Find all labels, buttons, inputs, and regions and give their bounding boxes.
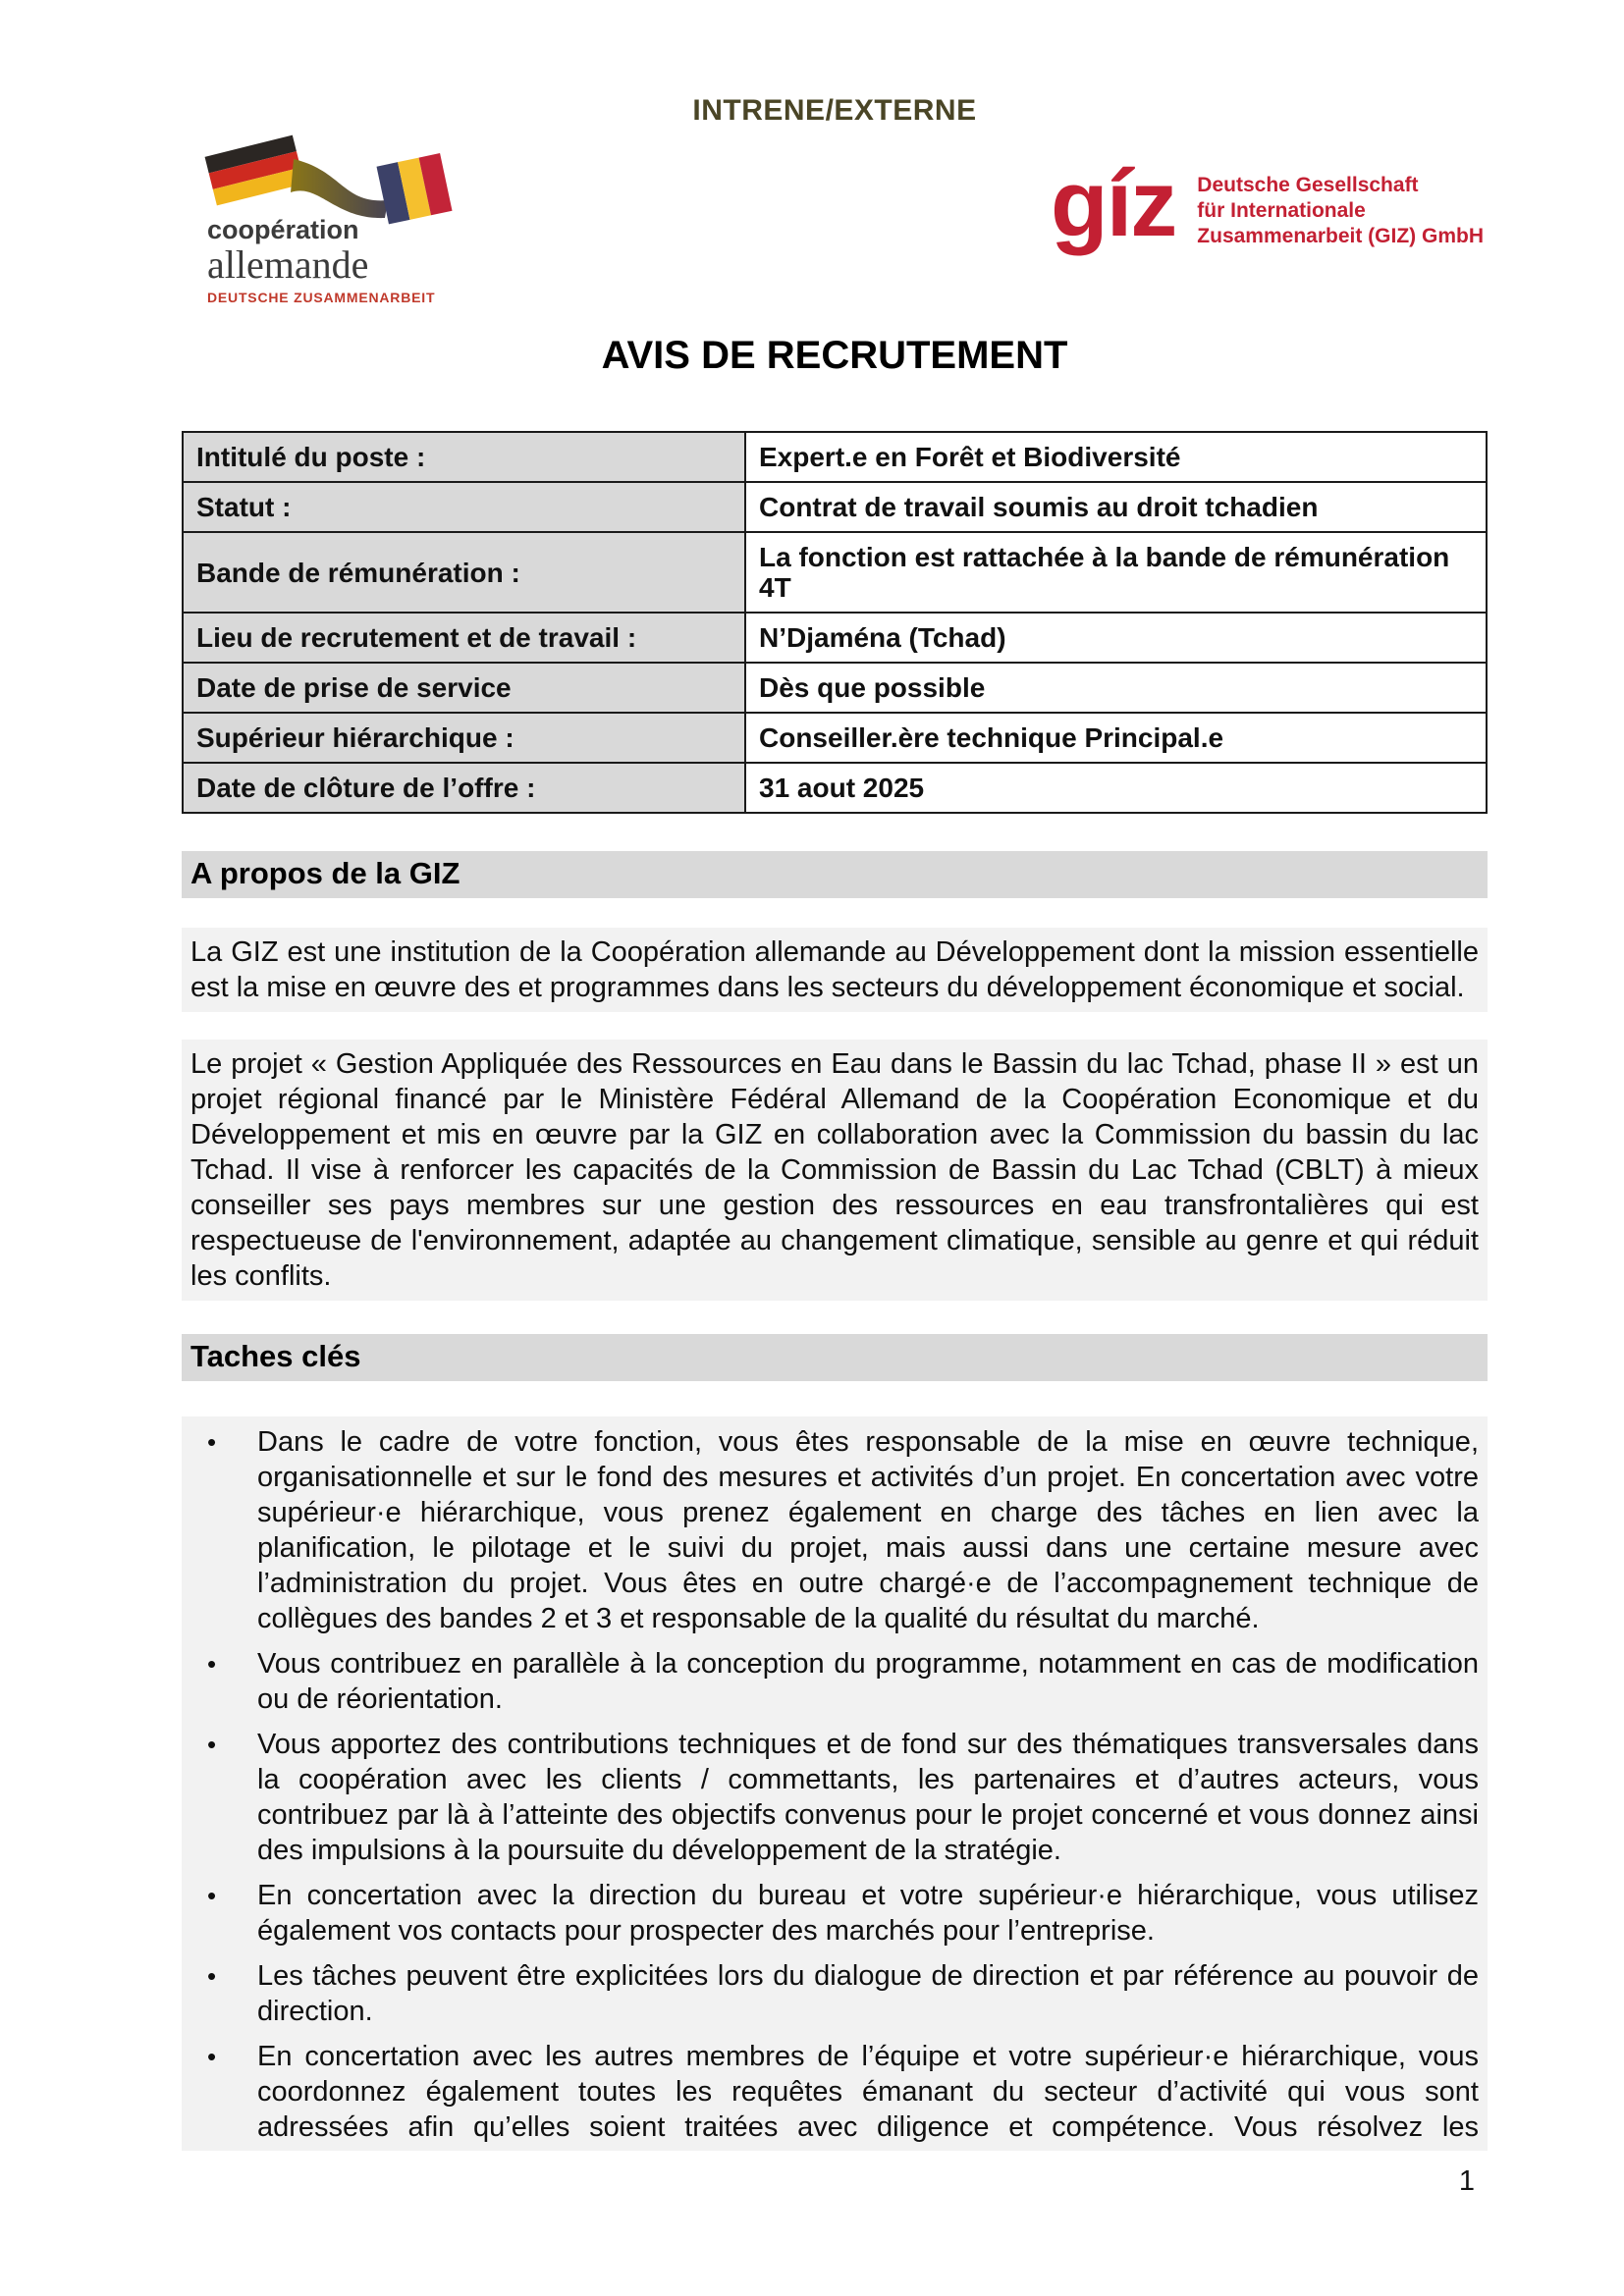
giz-tagline-line2: für Internationale	[1197, 199, 1366, 222]
task-item: • Les tâches peuvent être explicitées lors du dialogue de direction et par référence au pouvoir de direction.	[182, 1958, 1479, 2029]
coop-logo-line3: DEUTSCHE ZUSAMMENARBEIT	[207, 290, 436, 305]
giz-tagline	[1197, 173, 1484, 249]
row-label-statut: Statut :	[183, 482, 745, 532]
row-value-superieur: Conseiller.ère technique Principal.e	[745, 713, 1487, 763]
cooperation-allemande-logo	[195, 130, 490, 304]
row-value-statut: Contrat de travail soumis au droit tchadien	[745, 482, 1487, 532]
giz-logo	[1050, 151, 1484, 256]
row-value-bande: La fonction est rattachée à la bande de rémunération 4T	[745, 532, 1487, 613]
coop-logo-line2: allemande	[207, 242, 369, 287]
table-row	[183, 432, 1487, 482]
row-value-lieu: N’Djaména (Tchad)	[745, 613, 1487, 663]
row-label-bande: Bande de rémunération :	[183, 532, 745, 613]
section-heading-tasks: Taches clés	[182, 1334, 1488, 1381]
row-value-cloture: 31 aout 2025	[745, 763, 1487, 813]
table-row	[183, 482, 1487, 532]
giz-tagline-line1: Deutsche Gesellschaft	[1197, 174, 1419, 196]
tasks-list	[182, 1416, 1488, 2151]
classification-label: INTRENE/EXTERNE	[692, 94, 977, 127]
coop-logo-line1: coopération	[207, 215, 359, 244]
page-number: 1	[1458, 2165, 1475, 2197]
row-value-intitule: Expert.e en Forêt et Biodiversité	[745, 432, 1487, 482]
task-item: • Dans le cadre de votre fonction, vous êtes responsable de la mise en œuvre technique, organisationnelle et sur le fond des mesures et activités d’un projet. En concertation avec votre supérieur·e hiérarchique, vous prenez également en charge des tâches en lien avec la planification, le pilotage et le suivi du projet, mais aussi dans une certaine mesure avec l’administration du projet. Vous êtes en outre chargé·e de l’accompagnement technique de collègues des bandes 2 et 3 et responsable de la qualité du résultat du marché.	[182, 1424, 1479, 1636]
table-row	[183, 532, 1487, 613]
giz-wordmark: gíz	[1050, 151, 1176, 256]
table-row	[183, 763, 1487, 813]
task-item: • Vous contribuez en parallèle à la conception du programme, notamment en cas de modification ou de réorientation.	[182, 1646, 1479, 1717]
row-label-cloture: Date de clôture de l’offre :	[183, 763, 745, 813]
about-paragraph-2: Le projet « Gestion Appliquée des Ressources en Eau dans le Bassin du lac Tchad, phase II » est un projet régional financé par le Ministère Fédéral Allemand de la Coopération Economique et du Développement et mis en œuvre par la GIZ en collaboration avec la Commission du bassin du lac Tchad. Il vise à renforcer les capacités de la Commission de Bassin du Lac Tchad (CBLT) à mieux conseiller ses pays membres sur une gestion des ressources en eau transfrontalières qui est respectueuse de l'environnement, adaptée au changement climatique, sensible au genre et qui réduit les conflits.	[182, 1040, 1488, 1301]
giz-tagline-line3: Zusammenarbeit (GIZ) GmbH	[1197, 225, 1484, 247]
row-label-intitule: Intitulé du poste :	[183, 432, 745, 482]
task-item: • Vous apportez des contributions techniques et de fond sur des thématiques transversales dans la coopération avec les clients / commettants, les partenaires et d’autres acteurs, vous contribuez par là à l’atteinte des objectifs convenus pour le projet concerné et vous donnez ainsi des impulsions à la poursuite du développement de la stratégie.	[182, 1727, 1479, 1868]
about-paragraph-1: La GIZ est une institution de la Coopération allemande au Développement dont la mission essentielle est la mise en œuvre des et programmes dans les secteurs du développement économique et social.	[182, 928, 1488, 1012]
section-heading-about: A propos de la GIZ	[182, 851, 1488, 898]
table-row	[183, 613, 1487, 663]
page-title: AVIS DE RECRUTEMENT	[601, 334, 1068, 377]
job-details-table	[182, 431, 1488, 814]
task-item: • En concertation avec la direction du bureau et votre supérieur·e hiérarchique, vous utilisez également vos contacts pour prospecter des marchés pour l’entreprise.	[182, 1878, 1479, 1949]
table-row	[183, 713, 1487, 763]
row-label-superieur: Supérieur hiérarchique :	[183, 713, 745, 763]
row-label-date-service: Date de prise de service	[183, 663, 745, 713]
row-value-date-service: Dès que possible	[745, 663, 1487, 713]
row-label-lieu: Lieu de recrutement et de travail :	[183, 613, 745, 663]
task-item: • En concertation avec les autres membres de l’équipe et votre supérieur·e hiérarchique, vous coordonnez également toutes les requêtes émanant du secteur d’activité qui vous sont adressées afin qu’elles soient traitées avec diligence et compétence. Vous résolvez les	[182, 2039, 1479, 2145]
logos-row	[182, 130, 1488, 305]
table-row	[183, 663, 1487, 713]
